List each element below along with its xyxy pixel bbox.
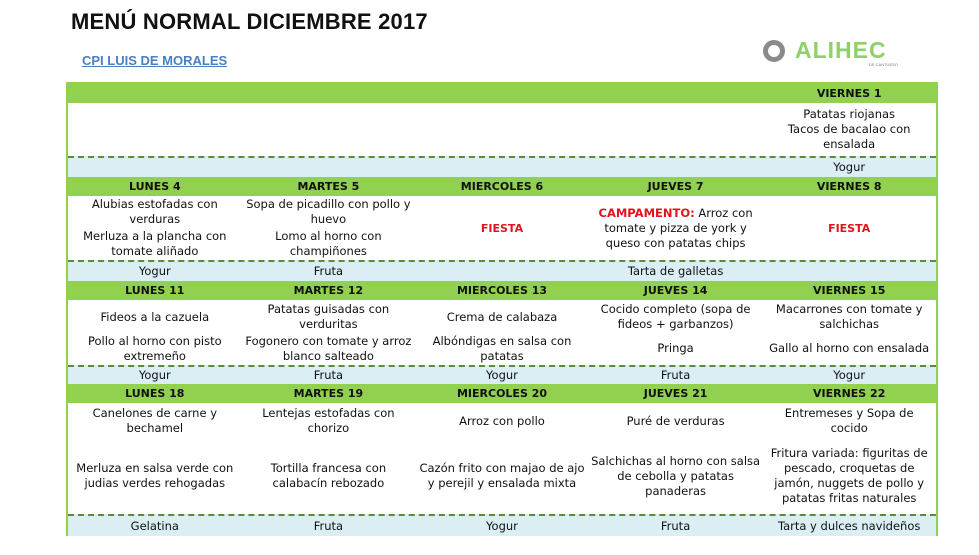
dessert-cell: Tarta de galletas bbox=[627, 264, 724, 278]
week3-first-row bbox=[68, 300, 936, 334]
week1-dessert-row bbox=[68, 156, 936, 177]
week2-dishes-row bbox=[68, 196, 936, 260]
dessert-cell: Yogur bbox=[486, 518, 518, 533]
dessert-cell: Fruta bbox=[313, 518, 344, 533]
menu-table bbox=[66, 82, 938, 536]
day-header: VIERNES 8 bbox=[816, 180, 882, 193]
dish-second: Fritura variada: figuritas de pescado, croquetas de jamón, nuggets de pollo y patatas fritas naturales bbox=[770, 446, 928, 505]
dish-second: Albóndigas en salsa con patatas bbox=[432, 333, 572, 363]
dessert-cell: Yogur bbox=[833, 368, 866, 382]
day-header: VIERNES 15 bbox=[812, 284, 886, 297]
dish-first: Fideos a la cazuela bbox=[100, 309, 210, 324]
dish-first: Lentejas estofadas con chorizo bbox=[262, 406, 395, 435]
dessert-cell: Tarta y dulces navideños bbox=[777, 518, 921, 533]
dish-cell bbox=[762, 103, 936, 156]
day-header: LUNES 18 bbox=[125, 387, 185, 400]
week1-dishes-row bbox=[68, 103, 936, 156]
day-header: MARTES 5 bbox=[297, 180, 360, 193]
camp-menu bbox=[591, 206, 761, 251]
day-header: MIERCOLES 20 bbox=[456, 387, 547, 400]
dessert-cell: Yogur bbox=[486, 368, 518, 382]
logo-subtitle: DE CANTUESO bbox=[869, 62, 898, 67]
dessert-cell: Fruta bbox=[660, 518, 691, 533]
menu-title: MENÚ NORMAL DICIEMBRE 2017 bbox=[71, 9, 428, 34]
dessert-cell: Yogur bbox=[833, 160, 866, 174]
camp-text: Arroz con tomate y pizza de york y queso con patatas chips bbox=[604, 205, 753, 250]
logo-text: ALIHEC bbox=[795, 37, 887, 63]
dish-cell bbox=[589, 196, 763, 260]
dessert-cell: Fruta bbox=[313, 368, 344, 382]
dessert-cell: Yogur bbox=[138, 264, 171, 278]
week3-second-row bbox=[68, 334, 936, 363]
week4-second-row bbox=[68, 439, 936, 513]
week2-header-row bbox=[68, 177, 936, 196]
dish-first: Patatas riojanas bbox=[803, 107, 896, 121]
day-header: MIERCOLES 13 bbox=[456, 284, 547, 297]
day-header: VIERNES 1 bbox=[816, 87, 882, 100]
week4-header-row bbox=[68, 384, 936, 403]
week4-first-row bbox=[68, 403, 936, 439]
dish-first: Sopa de picadillo con pollo y huevo bbox=[246, 197, 411, 226]
dish-first: Cocido completo (sopa de fideos + garbanzos) bbox=[600, 302, 751, 331]
dish-first: Arroz con pollo bbox=[459, 413, 545, 428]
day-header: VIERNES 22 bbox=[812, 387, 886, 400]
dish-second: Merluza a la plancha con tomate aliñado bbox=[83, 229, 227, 258]
dish-first: Puré de verduras bbox=[626, 413, 725, 428]
dish-second: Pollo al horno con pisto extremeño bbox=[87, 333, 222, 363]
dish-second: Tortilla francesa con calabacín rebozado bbox=[270, 461, 387, 490]
dish-first: Entremeses y Sopa de cocido bbox=[784, 406, 914, 435]
day-header: JUEVES 21 bbox=[643, 387, 708, 400]
dish-cell bbox=[68, 196, 242, 260]
dessert-cell: Fruta bbox=[660, 368, 691, 382]
dish-second: Pringa bbox=[657, 341, 694, 355]
dish-second: Fogonero con tomate y arroz blanco salteado bbox=[245, 333, 412, 363]
alihec-logo bbox=[763, 37, 913, 71]
dish-first: Alubias estofadas con verduras bbox=[91, 197, 218, 226]
dish-cell bbox=[242, 196, 416, 260]
dish-first: Crema de calabaza bbox=[446, 309, 558, 324]
dish-first: Macarrones con tomate y salchichas bbox=[775, 302, 923, 331]
week1-header-row bbox=[68, 84, 936, 103]
day-header: LUNES 11 bbox=[125, 284, 185, 297]
logo-circle-icon bbox=[763, 40, 785, 62]
school-link[interactable]: CPI LUIS DE MORALES bbox=[82, 53, 228, 68]
day-header: MARTES 19 bbox=[293, 387, 364, 400]
day-header: LUNES 4 bbox=[128, 180, 181, 193]
dish-second: Lomo al horno con champiñones bbox=[275, 229, 382, 258]
dessert-cell: Gelatina bbox=[130, 518, 179, 533]
dish-second: Salchichas al horno con salsa de cebolla y patatas panaderas bbox=[591, 453, 761, 498]
day-header: JUEVES 7 bbox=[647, 180, 704, 193]
week3-header-row bbox=[68, 281, 936, 300]
camp-label: CAMPAMENTO: bbox=[598, 205, 695, 220]
dessert-cell: Fruta bbox=[313, 264, 344, 278]
day-header: MIERCOLES 6 bbox=[460, 180, 544, 193]
week3-dessert-row bbox=[68, 365, 936, 384]
dessert-cell: Yogur bbox=[138, 368, 171, 382]
day-header: JUEVES 14 bbox=[643, 284, 708, 297]
dish-second: Gallo al horno con ensalada bbox=[769, 341, 930, 355]
dish-first: Patatas guisadas con verduritas bbox=[267, 302, 390, 331]
holiday-label: FIESTA bbox=[480, 221, 524, 235]
day-header: MARTES 12 bbox=[293, 284, 364, 297]
holiday-label: FIESTA bbox=[828, 221, 871, 235]
week4-dessert-row bbox=[68, 514, 936, 536]
dish-second: Merluza en salsa verde con judias verdes rehogadas bbox=[76, 461, 234, 490]
dish-second: Cazón frito con majao de ajo y perejil y ensalada mixta bbox=[419, 461, 585, 490]
week2-dessert-row bbox=[68, 260, 936, 281]
dish-first: Canelones de carne y bechamel bbox=[92, 406, 218, 435]
dish-second: Tacos de bacalao con ensalada bbox=[787, 122, 911, 151]
